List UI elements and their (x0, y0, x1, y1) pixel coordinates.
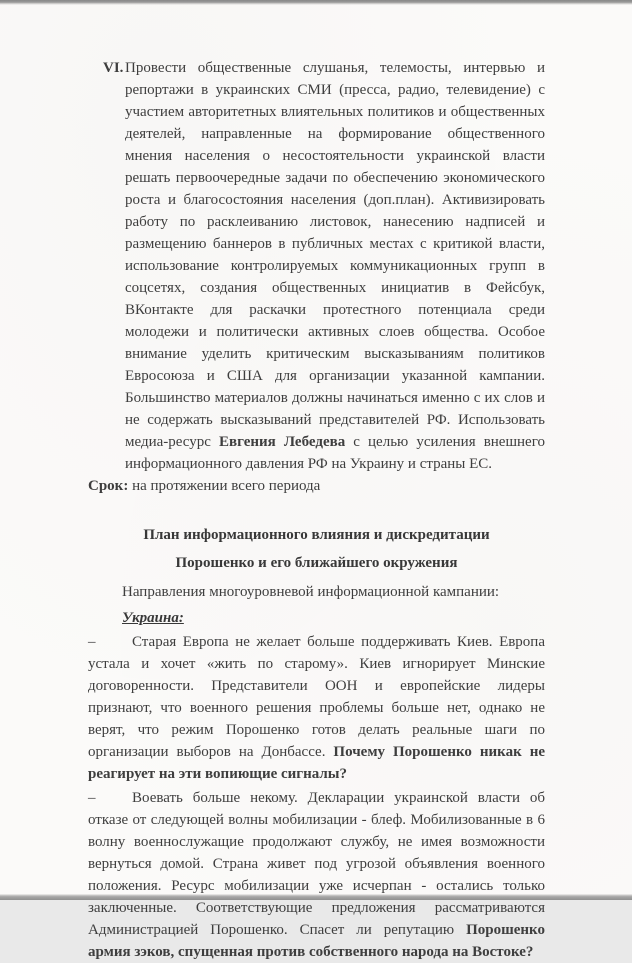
plan-heading-line-1: План информационного влияния и дискредитации (143, 527, 490, 543)
item-text: Провести общественные слушанья, телемосты, интервью и репортажи в украинских СМИ (пресса, радио, телевидение) с участием авторитетных влиятельных политиков и общественных деятелей, направленные на формирование общественного мнения населения о несостоятельности украинской власти решать первоочередные задачи по обеспечению экономического роста и благосостояния населения (доп.план). Активизировать работу по расклеиванию листовок, нанесению надписей и размещению баннеров в публичных местах с критикой власти, использование контролируемых коммуникационных групп в соцсетях, создания общественных инициатив в Фейсбук, ВКонтакте для раскачки протестного потенциала среди молодежи и политически активных слоев общества. Особое внимание уделить критическим высказываниям политиков Евросоюза и США для организации указанной кампании. Большинство материалов должны начинаться именно с их слов и не содержать высказываний представителей РФ. Использовать медиа-ресурс Евгения Лебедева с целью усиления внешнего информационного давления РФ на Украину и страны ЕС. (125, 60, 545, 472)
dash-paragraph-europe (88, 631, 545, 785)
dash-marker: – (88, 790, 96, 806)
dash-marker: – (88, 634, 96, 650)
plan-heading-line-2: Порошенко и его ближайшего окружения (175, 555, 458, 571)
deadline-text: на протяжении всего периода (128, 478, 321, 494)
document-content (88, 57, 545, 963)
dash-paragraph-europe-text: Старая Европа не желает больше поддерживать Киев. Европа устала и хочет «жить по старому». Киев игнорирует Минские договоренности. Представители ООН и европейские лидеры признают, что военного решения проблемы больше нет, однако не верят, что режим Порошенко готов делать реальные шаги по организации выборов на Донбассе. Почему Порошенко никак не реагирует на эти вопиющие сигналы? (88, 634, 545, 782)
deadline-line (88, 475, 545, 497)
subheading-ukraine-text: Украина: (122, 610, 184, 626)
dash-paragraph-mobilization-text: Воевать больше некому. Декларации украинской власти об отказе от следующей волны мобилизации - блеф. Мобилизованные в 6 волну военнослужащие продолжают службу, не имея возможности вернуться домой. Страна живет под угрозой объявления военного положения. Ресурс мобилизации уже исчерпан - остались только заключенные. Соответствующие предложения рассматриваются Администрацией Порошенко. Спасет ли репутацию Порошенко армия зэков, спущенная против собственного народа на Востоке? (88, 790, 545, 960)
deadline-label: Срок: (88, 478, 129, 494)
campaign-directions-line: Направления многоуровневой информационной кампании: (122, 584, 500, 600)
numbered-item-vi (88, 57, 545, 475)
item-number: VI. (103, 60, 124, 76)
dash-paragraph-mobilization (88, 787, 545, 963)
subheading-ukraine (122, 607, 545, 629)
scan-edge-bottom (0, 894, 632, 900)
scan-edge-top (0, 0, 632, 5)
